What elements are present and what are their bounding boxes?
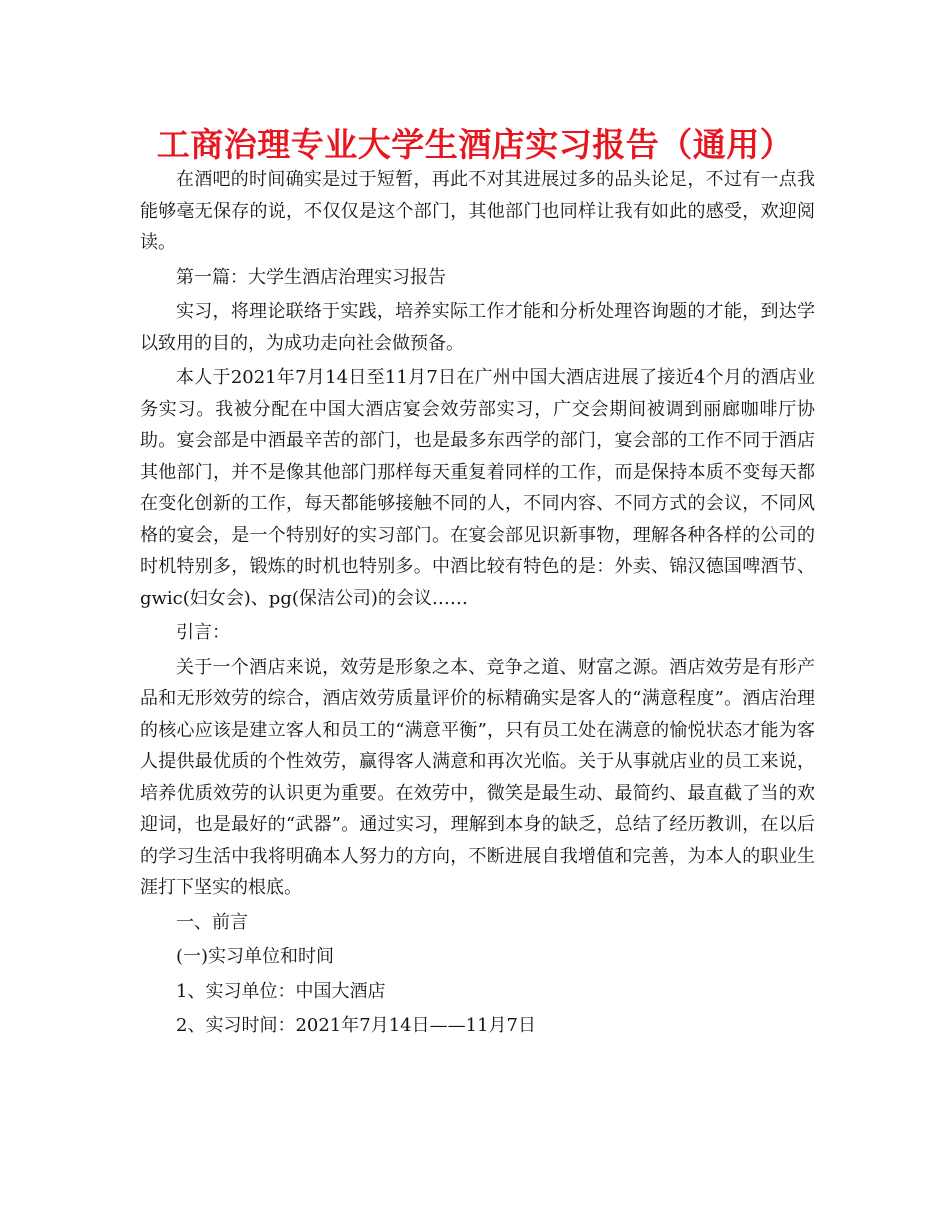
list-item-time: 2、实习时间：2021年7月14日——11月7日	[176, 1015, 536, 1036]
section-heading-part-one: 第一篇：大学生酒店治理实习报告	[176, 266, 446, 288]
document-title: 工商治理专业大学生酒店实习报告（通用）	[156, 125, 794, 164]
intro-paragraph: 在酒吧的时间确实是过于短暂，再此不对其进展过多的品头论足，不过有一点我能够毫无保存的说，不仅仅是这个部门，其他部门也同样让我有如此的感受，欢迎阅读。	[140, 169, 815, 253]
paragraph-service-quality: 关于一个酒店来说，效劳是形象之本、竞争之道、财富之源。酒店效劳是有形产品和无形效劳的综合，酒店效劳质量评价的标精确实是客人的“满意程度”。酒店治理的核心应该是建立客人和员工的“满意平衡”，只有员工处在满意的愉悦状态才能为客人提供最优质的个性效劳，赢得客人满意和再次光临。关于从事就店业的员工来说，培养优质效劳的认识更为重要。在效劳中，微笑是最生动、最简约、最直截了当的欢迎词，也是最好的“武器”。通过实习，理解到本身的缺乏，总结了经历教训，在以后的学习生活中我将明确本人努力的方向，不断进展自我增值和完善，为本人的职业生涯打下坚实的根底。	[140, 656, 815, 898]
document-body	[140, 164, 815, 1045]
paragraph-internship-purpose: 实习，将理论联络于实践，培养实际工作才能和分析处理咨询题的才能，到达学以致用的目的，为成功走向社会做预备。	[140, 301, 815, 354]
section-heading-foreword: 一、前言	[176, 911, 248, 933]
list-item-unit: 1、实习单位：中国大酒店	[176, 980, 386, 1002]
paragraph-internship-details: 本人于2021年7月14日至11月7日在广州中国大酒店进展了接近4个月的酒店业务实习。我被分配在中国大酒店宴会效劳部实习，广交会期间被调到丽廊咖啡厅协助。宴会部是中酒最辛苦的部门，也是最多东西学的部门，宴会部的工作不同于酒店其他部门，并不是像其他部门那样每天重复着同样的工作，而是保持本质不变每天都在变化创新的工作，每天都能够接触不同的人，不同内容、不同方式的会议，不同风格的宴会，是一个特别好的实习部门。在宴会部见识新事物，理解各种各样的公司的时机特别多，锻炼的时机也特别多。中酒比较有特色的是：外卖、锦汉德国啤酒节、gwic(妇女会)、pg(保洁公司)的会议……	[140, 367, 815, 609]
subheading-unit-and-time: (一)实习单位和时间	[176, 946, 335, 967]
section-heading-preface: 引言：	[176, 622, 230, 643]
